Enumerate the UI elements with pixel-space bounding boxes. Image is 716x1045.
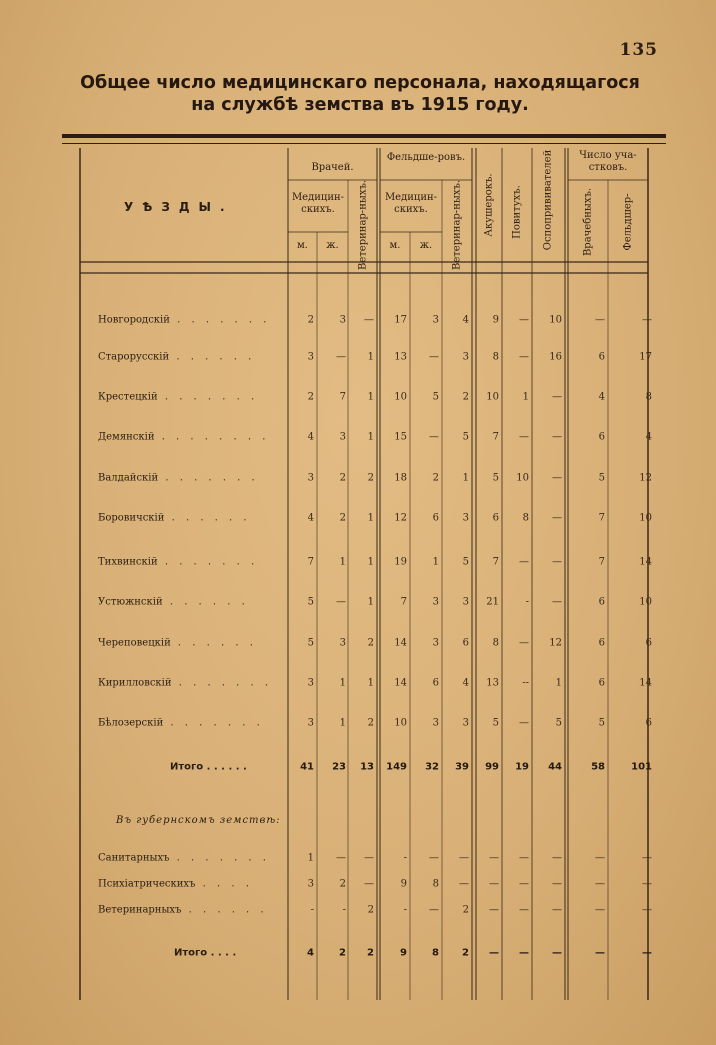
- table-row-cell: 2: [339, 512, 346, 524]
- table-row-cell: 8: [522, 512, 529, 524]
- table-row-leader-dots: . . . . . . .: [157, 556, 259, 568]
- gub-row-leader-dots: . . . . . . .: [169, 852, 270, 864]
- table-row-cell: —: [595, 314, 605, 326]
- total-row-2-leader-dots: . . . .: [207, 947, 237, 959]
- table-row-cell: 1: [367, 677, 374, 689]
- total-row-2-cell: 2: [339, 947, 346, 959]
- gub-row-cell: 3: [307, 878, 314, 890]
- table-row-cell: —: [519, 556, 529, 568]
- table-row-cell: 14: [394, 677, 407, 689]
- gub-row-cell: —: [595, 878, 605, 890]
- table-row-cell: 4: [307, 512, 314, 524]
- gub-row-cell: —: [519, 904, 529, 916]
- header-ospoprivivatelei: Оспопрививателей: [542, 149, 554, 251]
- total-row-leader-dots: . . . . . .: [203, 761, 247, 773]
- total-row-cell: 32: [425, 761, 439, 773]
- table-row-name: Крестецкiй: [98, 391, 158, 403]
- table-row-cell: 8: [492, 351, 499, 363]
- total-row-cell: 39: [455, 761, 469, 773]
- table-row-cell: 1: [555, 677, 562, 689]
- table-row-cell: 10: [639, 596, 652, 608]
- table-row-label: [98, 473, 288, 484]
- gub-row-cell: 8: [432, 878, 439, 890]
- table-row-label: [98, 638, 288, 649]
- header-vrachei-m: м.: [297, 240, 308, 251]
- total-row-2-cell: 8: [432, 947, 439, 959]
- table-row-leader-dots: . . . . . .: [164, 512, 251, 524]
- gub-row-cell: —: [364, 878, 374, 890]
- table-row-cell: —: [552, 596, 562, 608]
- table-row-cell: 6: [598, 351, 605, 363]
- table-row-cell: 9: [492, 314, 499, 326]
- page-number: 135: [619, 40, 658, 60]
- gub-row-cell: -: [342, 904, 346, 916]
- table-row-cell: —: [336, 596, 346, 608]
- gub-row-cell: —: [489, 878, 499, 890]
- table-row-cell: 6: [492, 512, 499, 524]
- table-row-cell: 4: [462, 677, 469, 689]
- table-row-name: Бѣлозерскiй: [98, 717, 164, 729]
- gub-row-label: [98, 853, 288, 864]
- total-row-2-cell: —: [552, 947, 562, 959]
- gub-row-cell: —: [459, 878, 469, 890]
- table-row-cell: —: [429, 351, 439, 363]
- total-row-name: Итого: [170, 761, 204, 773]
- table-row-cell: —: [364, 314, 374, 326]
- table-row-cell: —: [552, 556, 562, 568]
- table-row-cell: 1: [339, 677, 346, 689]
- header-vrachei-zh: ж.: [326, 240, 339, 251]
- table-row-cell: 2: [339, 472, 346, 484]
- table-row-cell: 1: [339, 717, 346, 729]
- header-povitukh: Повитухъ.: [511, 185, 523, 239]
- table-row-cell: 12: [549, 637, 562, 649]
- table-row-cell: 1: [367, 512, 374, 524]
- table-row-cell: 5: [492, 472, 499, 484]
- table-row-cell: 3: [432, 717, 439, 729]
- table-row-name: Новгородскiй: [98, 314, 170, 326]
- gub-row-cell: —: [642, 878, 652, 890]
- table-row-cell: 1: [367, 556, 374, 568]
- gub-row-cell: —: [336, 852, 346, 864]
- table-row-cell: 7: [400, 596, 407, 608]
- table-row-cell: 1: [367, 596, 374, 608]
- gub-row-cell: —: [552, 878, 562, 890]
- total-row-cell: 13: [360, 761, 374, 773]
- total-row-2-cell: 2: [367, 947, 374, 959]
- table-row-cell: 1: [522, 391, 529, 403]
- gub-row-cell: 2: [462, 904, 469, 916]
- table-row-cell: 7: [598, 512, 605, 524]
- table-row-cell: 3: [462, 717, 469, 729]
- header-chislo-uchastkov: Число уча-стковъ.: [579, 150, 637, 173]
- total-row-2-cell: —: [519, 947, 529, 959]
- header-feldsherov: Фельдше-ровъ.: [386, 152, 466, 163]
- gub-row-cell: —: [552, 904, 562, 916]
- header-feld-vet: Ветеринар-ныхъ.: [451, 180, 463, 270]
- gub-row-cell: —: [429, 904, 439, 916]
- gub-row-cell: —: [552, 852, 562, 864]
- table-row-cell: —: [519, 637, 529, 649]
- total-row-2-cell: —: [489, 947, 499, 959]
- table-row-cell: 17: [394, 314, 407, 326]
- header-uezdy: УѢЗДЫ.: [124, 200, 234, 214]
- subsection-heading: Въ губернскомъ земствѣ:: [116, 815, 281, 826]
- table-row-leader-dots: . . . . . .: [169, 351, 256, 363]
- table-row-cell: 2: [432, 472, 439, 484]
- table-row-cell: 1: [462, 472, 469, 484]
- total-row-cell: 41: [300, 761, 314, 773]
- table-row-label: [98, 513, 288, 524]
- table-row-name: Валдайскiй: [98, 472, 159, 484]
- table-row-cell: —: [519, 717, 529, 729]
- table-row-cell: 19: [394, 556, 407, 568]
- table-row-cell: 5: [432, 391, 439, 403]
- table-row-cell: 12: [394, 512, 407, 524]
- table-row-label: [98, 597, 288, 608]
- table-row-label: [98, 678, 288, 689]
- table-row-leader-dots: . . . . . . .: [157, 391, 259, 403]
- table-row-cell: 1: [367, 431, 374, 443]
- table-row-cell: 5: [598, 472, 605, 484]
- table-row-cell: 4: [598, 391, 605, 403]
- table-row-cell: 10: [516, 472, 529, 484]
- table-row-cell: 14: [639, 556, 652, 568]
- table-row-label: [98, 392, 288, 403]
- table-row-cell: 1: [339, 556, 346, 568]
- total-row-2-cell: 4: [307, 947, 314, 959]
- total-row-2-cell: —: [642, 947, 652, 959]
- header-vrachei-vet: Ветеринар-ныхъ.: [357, 180, 369, 270]
- table-row-cell: 7: [339, 391, 346, 403]
- table-row-cell: 2: [367, 637, 374, 649]
- header-feld-zh: ж.: [419, 240, 433, 251]
- gub-row-cell: -: [403, 852, 407, 864]
- table-row-cell: 2: [307, 391, 314, 403]
- table-row-label: [98, 557, 288, 568]
- total-row-cell: 99: [485, 761, 499, 773]
- table-row-leader-dots: . . . . . . . .: [154, 431, 270, 443]
- table-row-cell: 5: [598, 717, 605, 729]
- table-row-cell: 6: [598, 677, 605, 689]
- total-row-2-name: Итого: [174, 947, 208, 959]
- table-row-cell: 5: [307, 637, 314, 649]
- table-row-cell: 18: [394, 472, 407, 484]
- table-row-cell: 5: [462, 556, 469, 568]
- title-line-1: Общее число медицинскаго персонала, находящагося: [80, 73, 640, 93]
- table-row-cell: —: [519, 351, 529, 363]
- table-row-cell: 2: [307, 314, 314, 326]
- table-row-cell: 7: [492, 556, 499, 568]
- total-row-2-label: [174, 948, 236, 959]
- table-row-name: Череповецкiй: [98, 637, 171, 649]
- gub-row-cell: —: [459, 852, 469, 864]
- table-row-cell: —: [519, 431, 529, 443]
- title-line-2: на службѣ земства въ 1915 году.: [191, 95, 529, 115]
- table-row-cell: 15: [394, 431, 407, 443]
- gub-row-cell: —: [595, 852, 605, 864]
- table-row-cell: 10: [639, 512, 652, 524]
- table-row-cell: 6: [432, 677, 439, 689]
- table-row-cell: 5: [307, 596, 314, 608]
- table-row-label: [98, 315, 288, 326]
- table-row-cell: 5: [492, 717, 499, 729]
- table-row-cell: 8: [492, 637, 499, 649]
- gub-row-cell: —: [489, 904, 499, 916]
- table-row-cell: 10: [486, 391, 499, 403]
- table-row-label: [98, 432, 288, 443]
- gub-row-label: [98, 879, 288, 890]
- gub-row-cell: —: [429, 852, 439, 864]
- table-row-cell: 3: [432, 596, 439, 608]
- total-row-cell: 23: [332, 761, 346, 773]
- gub-row-cell: —: [519, 878, 529, 890]
- table-row-cell: 1: [432, 556, 439, 568]
- table-row-cell: 13: [394, 351, 407, 363]
- gub-row-cell: -: [403, 904, 407, 916]
- table-row-cell: 10: [394, 717, 407, 729]
- table-row-leader-dots: . . . . . . .: [169, 314, 271, 326]
- table-row-cell: 13: [486, 677, 499, 689]
- total-row-cell: 19: [515, 761, 529, 773]
- table-row-cell: 6: [598, 637, 605, 649]
- table-row-cell: 3: [307, 677, 314, 689]
- table-row-cell: 7: [307, 556, 314, 568]
- table-row-cell: 3: [307, 351, 314, 363]
- gub-row-cell: 1: [307, 852, 314, 864]
- table-row-cell: 3: [462, 351, 469, 363]
- table-row-cell: 3: [432, 314, 439, 326]
- table-row-cell: 3: [339, 314, 346, 326]
- table-row-cell: 2: [367, 717, 374, 729]
- gub-row-label: [98, 905, 288, 916]
- table-row-name: Старорусскiй: [98, 351, 170, 363]
- gub-row-cell: —: [364, 852, 374, 864]
- table-row-cell: —: [642, 314, 652, 326]
- header-vrachei-med: Медицин-скихъ.: [291, 192, 345, 215]
- table-row-cell: 6: [598, 431, 605, 443]
- table-row-cell: 6: [645, 717, 652, 729]
- table-row-leader-dots: . . . . . . .: [163, 717, 264, 729]
- gub-row-cell: —: [642, 904, 652, 916]
- gub-row-leader-dots: . . . . . .: [181, 904, 268, 916]
- table-row-name: Тихвинскiй: [98, 556, 158, 568]
- table-row-cell: 3: [432, 637, 439, 649]
- table-row-cell: —: [552, 472, 562, 484]
- table-row-cell: 3: [339, 431, 346, 443]
- table-row-leader-dots: . . . . . . .: [171, 677, 273, 689]
- gub-row-cell: -: [310, 904, 314, 916]
- gub-row-leader-dots: . . . .: [195, 878, 253, 890]
- table-row-cell: 2: [367, 472, 374, 484]
- table-row-leader-dots: . . . . . . .: [158, 472, 259, 484]
- table-row-cell: 3: [462, 596, 469, 608]
- header-feld-m: м.: [389, 240, 401, 251]
- gub-row-name: Ветеринарныхъ: [98, 904, 182, 916]
- table-row-cell: 1: [367, 391, 374, 403]
- table-row-cell: —: [429, 431, 439, 443]
- total-row-label: [170, 762, 247, 773]
- table-row-cell: 6: [598, 596, 605, 608]
- table-row-cell: —: [552, 391, 562, 403]
- table-row-cell: 6: [645, 637, 652, 649]
- gub-row-name: Психiатрическихъ: [98, 878, 196, 890]
- table-row-cell: 6: [432, 512, 439, 524]
- table-row-cell: —: [336, 351, 346, 363]
- table-row-cell: 12: [639, 472, 652, 484]
- table-row-cell: 4: [307, 431, 314, 443]
- table-row-cell: --: [522, 677, 529, 689]
- table-row-cell: 3: [307, 472, 314, 484]
- table-row-cell: 17: [639, 351, 652, 363]
- table-row-cell: 3: [339, 637, 346, 649]
- table-row-cell: 7: [598, 556, 605, 568]
- table-row-cell: -: [525, 596, 529, 608]
- table-row-cell: 8: [645, 391, 652, 403]
- table-row-cell: 4: [462, 314, 469, 326]
- table-row-cell: 1: [367, 351, 374, 363]
- gub-row-cell: 2: [367, 904, 374, 916]
- total-row-2-cell: 9: [400, 947, 407, 959]
- table-row-leader-dots: . . . . . .: [170, 637, 257, 649]
- table-row-cell: 10: [549, 314, 562, 326]
- table-row-cell: 2: [462, 391, 469, 403]
- table-row-cell: 3: [307, 717, 314, 729]
- gub-row-cell: 2: [339, 878, 346, 890]
- total-row-cell: 149: [386, 761, 407, 773]
- total-row-2-cell: 2: [462, 947, 469, 959]
- table-row-cell: —: [552, 431, 562, 443]
- table-row-name: Боровичскiй: [98, 512, 165, 524]
- gub-row-cell: —: [489, 852, 499, 864]
- table-row-cell: 3: [462, 512, 469, 524]
- total-row-cell: 44: [548, 761, 562, 773]
- table-row-cell: 14: [639, 677, 652, 689]
- table-row-name: Устюжнскiй: [98, 596, 163, 608]
- table-row-cell: 10: [394, 391, 407, 403]
- table-row-name: Кирилловскiй: [98, 677, 172, 689]
- table-row-cell: 4: [645, 431, 652, 443]
- table-row-cell: 16: [549, 351, 562, 363]
- table-row-cell: —: [519, 314, 529, 326]
- total-row-cell: 101: [631, 761, 652, 773]
- table-row-cell: 21: [486, 596, 499, 608]
- table-row-cell: 5: [555, 717, 562, 729]
- gub-row-cell: —: [642, 852, 652, 864]
- table-row-name: Демянскiй: [98, 431, 155, 443]
- header-feldsher: Фельдшер-: [622, 193, 634, 251]
- gub-row-cell: —: [595, 904, 605, 916]
- gub-row-name: Санитарныхъ: [98, 852, 170, 864]
- table-row-cell: —: [552, 512, 562, 524]
- table-row-cell: 14: [394, 637, 407, 649]
- table-row-cell: 5: [462, 431, 469, 443]
- table-row-label: [98, 718, 288, 729]
- total-row-2-cell: —: [595, 947, 605, 959]
- table-row-leader-dots: . . . . . .: [162, 596, 249, 608]
- table-row-cell: 7: [492, 431, 499, 443]
- header-vrachebnykh: Врачебныхъ.: [582, 187, 594, 257]
- gub-row-cell: —: [519, 852, 529, 864]
- gub-row-cell: 9: [400, 878, 407, 890]
- header-vrachei: Врачей.: [311, 162, 354, 173]
- total-row-cell: 58: [591, 761, 605, 773]
- table-row-label: [98, 352, 288, 363]
- header-akusherok: Акушерокъ.: [483, 173, 495, 237]
- table-row-cell: 6: [462, 637, 469, 649]
- header-feld-med: Медицин-скихъ.: [384, 192, 438, 215]
